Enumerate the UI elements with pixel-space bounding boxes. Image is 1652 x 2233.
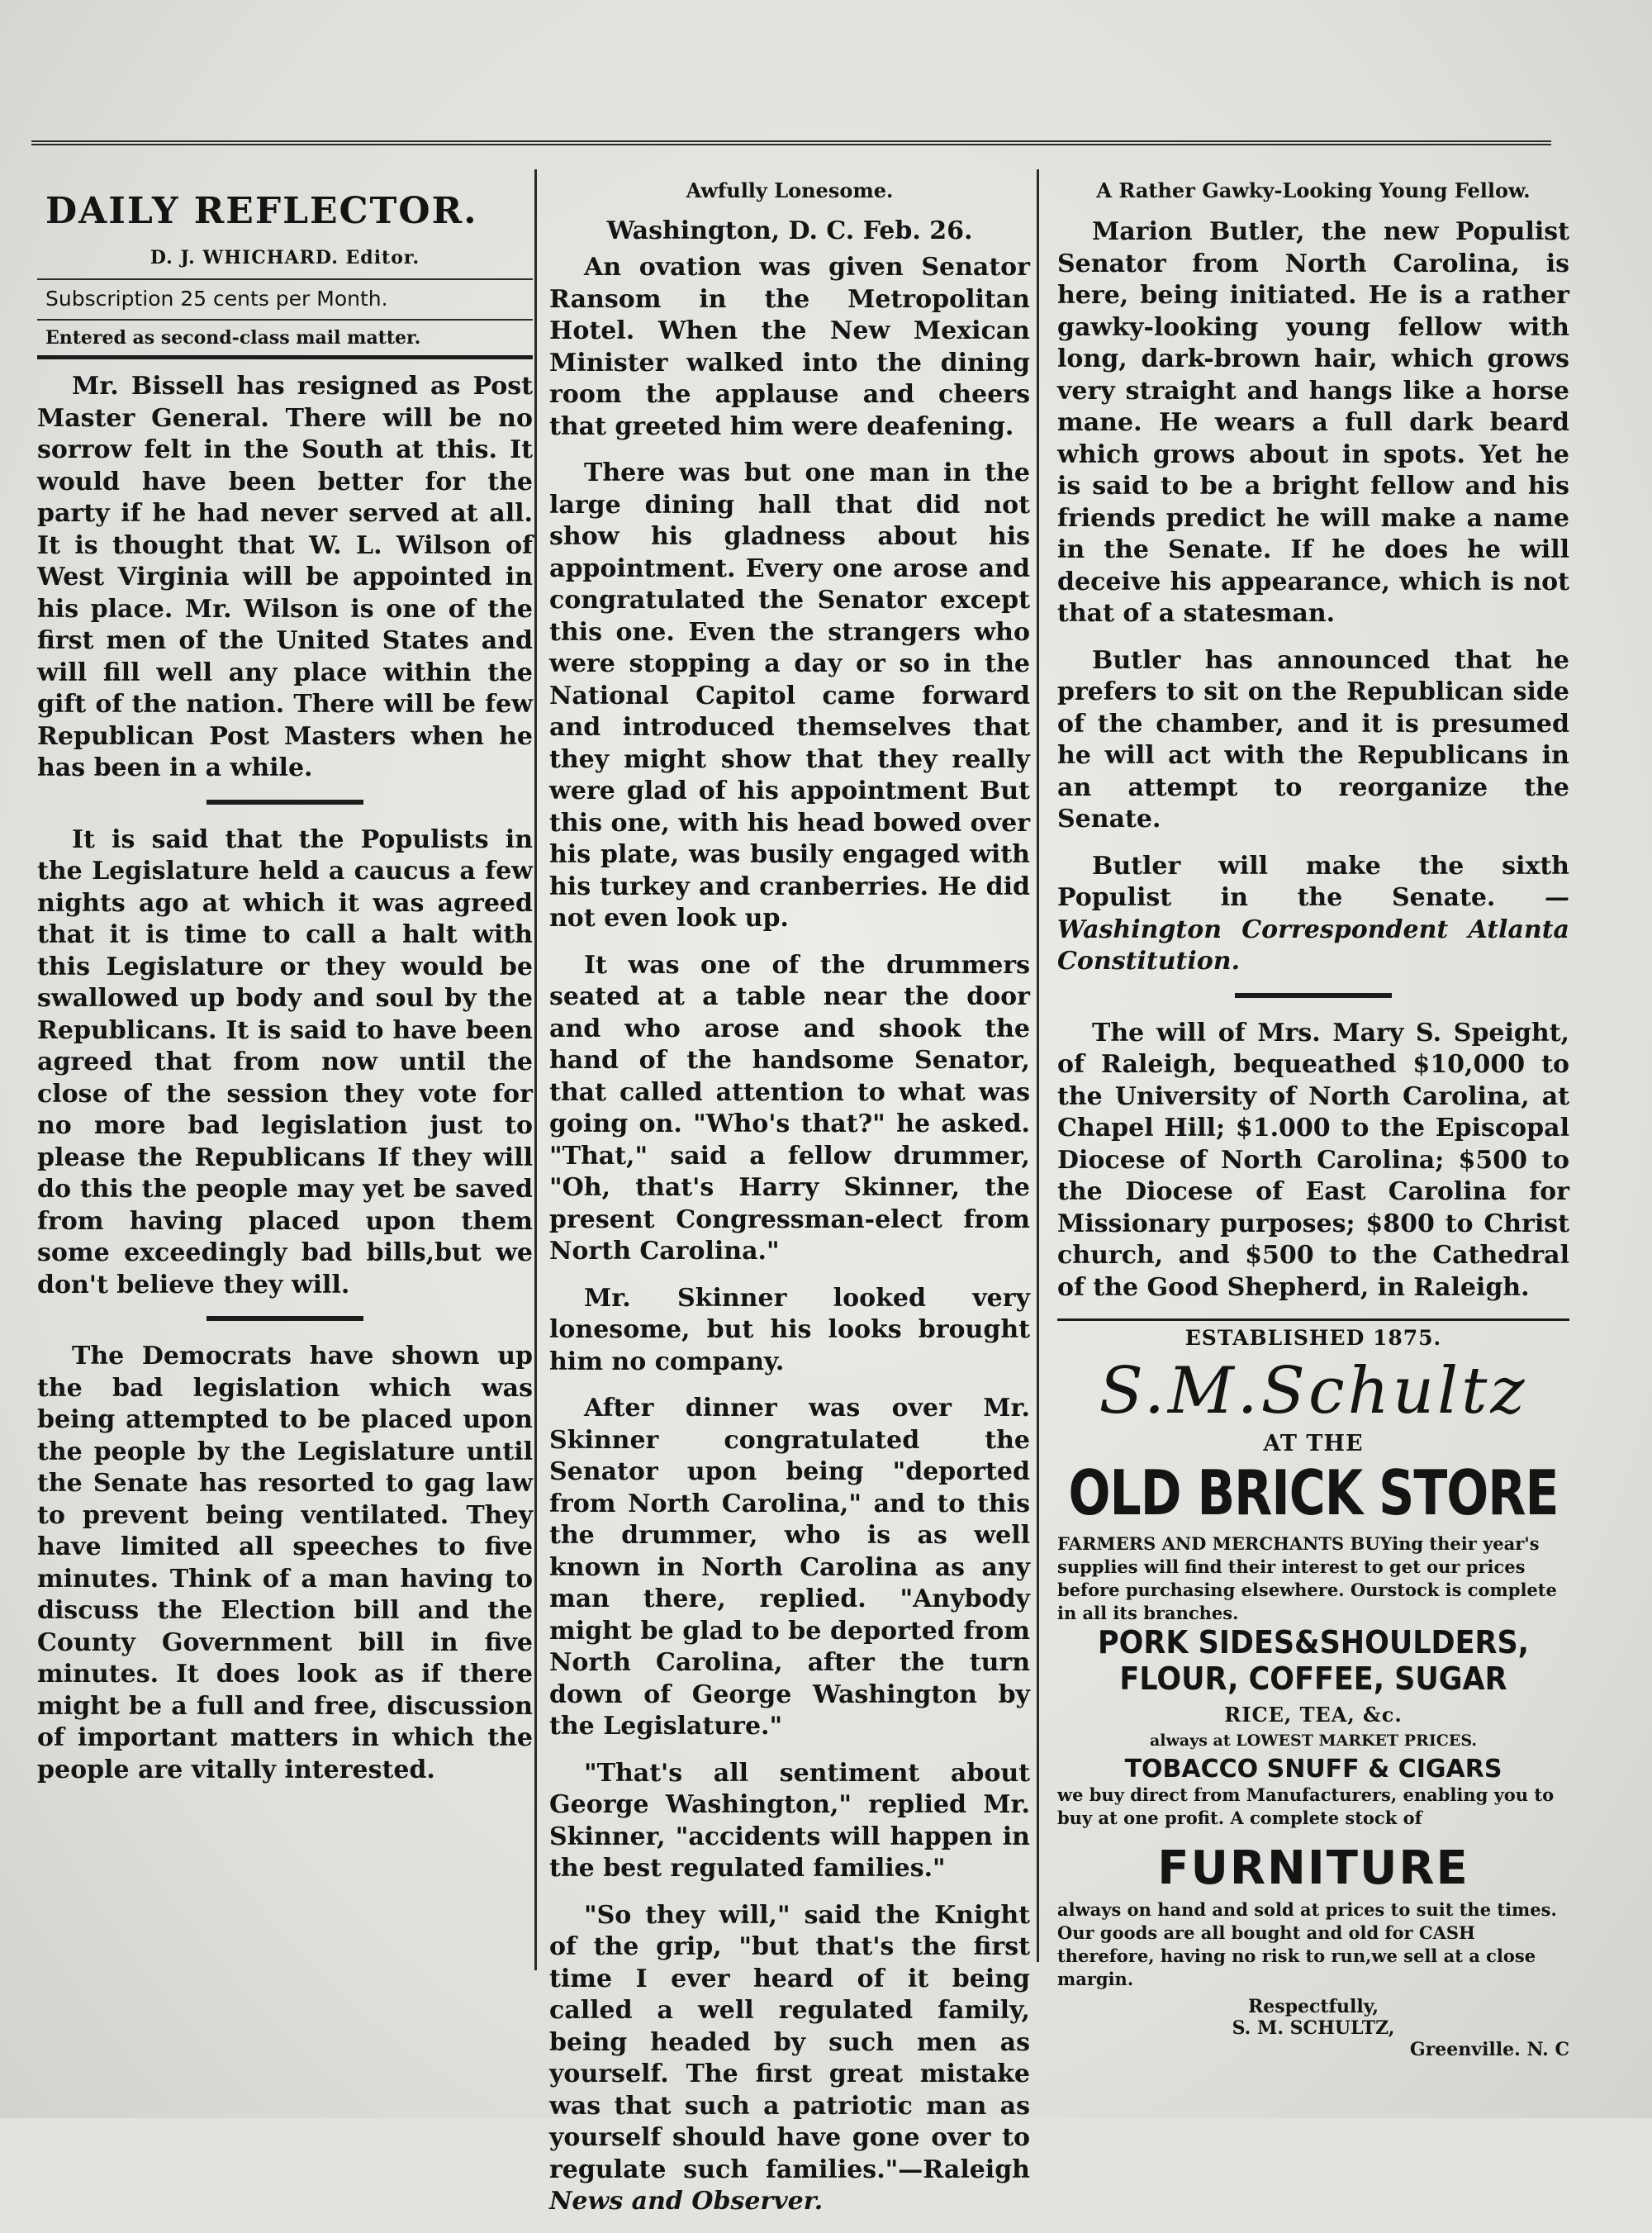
column-1 [37, 173, 533, 1801]
article-text: Butler will make the sixth Populist in the Senate. [1057, 851, 1569, 912]
article-source: —Washington Correspondent Atlanta Constitution. [1057, 883, 1569, 976]
column-2 [549, 173, 1030, 2233]
top-double-rule [31, 140, 1551, 145]
article-paragraph: Mr. Skinner looked very lonesome, but his looks brought him no company. [549, 1283, 1030, 1376]
article-speight-will: The will of Mrs. Mary S. Speight, of Raleigh, bequeathed $10,000 to the University of North Carolina, at Chapel Hill; $1.000 to the Episcopal Diocese of North Carolina; $500 to the Diocese of East Carolina for Missionary purposes; $800 to Christ church, and $500 to the Cathedral of the Good Shepherd, in Raleigh. [1057, 1018, 1569, 1302]
ad-at-the: AT THE [1263, 1431, 1364, 1456]
ad-store-name: OLD BRICK STORE [1068, 1457, 1559, 1530]
article-paragraph: Marion Butler, the new Populist Senator from North Carolina, is here, being initiated. He is a rather gawky-looking young fellow with long, dark-brown hair, which grows very straight and hangs like a horse mane. He wears a full dark beard which grows about in spots. Yet he is said to be a bright fellow and his friends predict he will make a name in the Senate. If he does he will deceive his appearance, which is not that of a statesman. [1057, 217, 1569, 628]
article-paragraph-final [549, 1900, 1030, 2218]
editor-line: D. J. WHICHARD. Editor. [150, 247, 420, 268]
entered-line: Entered as second-class mail matter. [45, 327, 421, 349]
ad-always-hand-text: always on hand and sold at prices to suit the times. Our goods are all bought and old for CASH therefore, having no risk to run,we sell at a close margin. [1057, 1899, 1557, 1989]
ad-place: Greenville. N. C [1409, 2039, 1569, 2060]
ad-respectfully: Respectfully, [1247, 1996, 1379, 2017]
ad-pork-line: PORK SIDES&SHOULDERS, [1098, 1625, 1529, 1661]
separator-rule [206, 800, 363, 805]
ad-flour-line: FLOUR, COFFEE, SUGAR [1119, 1661, 1507, 1698]
separator-rule [1235, 993, 1392, 998]
ad-rice-line: RICE, TEA, &c. [1224, 1703, 1403, 1727]
article-paragraph: After dinner was over Mr. Skinner congratulated the Senator upon being "deported from North Carolina," and to this the drummer, who is as well known in North Carolina as any man there, replied. "Anybody might be glad to be deported from North Carolina, after the turn down of George Washington by the Legislature." [549, 1394, 1030, 1741]
ad-established: ESTABLISHED 1875. [1184, 1326, 1442, 1350]
column-3 [1057, 173, 1569, 2060]
masthead-title: DAILY REFLECTOR. [45, 190, 478, 232]
masthead-bottom-rule [37, 355, 533, 359]
article-paragraph: There was but one man in the large dining hall that did not show his gladness about his appointment. Every one arose and congratulated the Senator except this one. Even the strangers who were stopping a day or so in the National Capitol came forward and introduced themselves that they might show that they really were glad of his appointment But this one, with his head bowed over his plate, was busily engaged with his turkey and cranberries. He did not even look up. [549, 458, 1030, 933]
article-paragraph: Butler has announced that he prefers to sit on the Republican side of the chamber, and it is presumed he will act with the Republicans in an attempt to reorganize the Senate. [1057, 645, 1569, 834]
dateline: Washington, D. C. Feb. 26. [606, 216, 973, 245]
article-paragraph: An ovation was given Senator Ransom in the Metropolitan Hotel. When the New Mexican Minister walked into the dining room the applause and cheers that greeted him were deafening. [549, 253, 1030, 441]
article-bissell: Mr. Bissell has resigned as Post Master General. There will be no sorrow felt in the South at this. It would have been better for the party if he had never served at all. It is thought that W. L. Wilson of West Virginia will be appointed in his place. Mr. Wilson is one of the first men of the United States and will fill well any place within the gift of the nation. There will be few Republican Post Masters when he has been in a while. [37, 372, 533, 782]
ad-furniture: FURNITURE [1157, 1841, 1469, 1895]
ad-top-rule [1057, 1318, 1569, 1321]
schultz-advertisement [1057, 1326, 1569, 2060]
ad-lowest-prices: always at LOWEST MARKET PRICES. [1150, 1732, 1477, 1750]
article-heading-butler: A Rather Gawky-Looking Young Fellow. [1096, 178, 1531, 202]
article-populists: It is said that the Populists in the Legislature held a caucus a few nights ago at which it was agreed that it is time to call a halt with this Legislature or they would be swallowed up body and soul by the Republicans. It is said to have been agreed that from now until the close of the session they vote for no more bad legislation just to please the Republicans If they will do this the people may yet be saved from having placed upon them some exceedingly bad bills,but we don't believe they will. [37, 824, 533, 1299]
column-rule-1 [534, 169, 537, 1970]
article-text: "So they will," said the Knight of the grip, "but that's the first time I ever heard of it being called a well regulated family, being headed by such men as yourself. The first great mistake was that such a patriotic man as yourself should have gone over to regulate such families."—Raleigh [549, 1900, 1030, 2184]
article-heading-lonesome: Awfully Lonesome. [686, 178, 894, 202]
ad-tobacco-line: TOBACCO SNUFF & CIGARS [1124, 1755, 1502, 1784]
article-paragraph: "That's all sentiment about George Washington," replied Mr. Skinner, "accidents will happen in the best regulated families." [549, 1758, 1030, 1883]
separator-rule [206, 1316, 363, 1321]
article-democrats: The Democrats have shown up the bad legislation which was being attempted to be placed upon the people by the Legislature until the Senate has resorted to gag law to prevent being ventilated. They have limited all speeches to five minutes. Think of a man having to discuss the Election bill and the County Government bill in five minutes. It does look as if there might be a full and free, discussion of important matters in which the people are vitally interested. [37, 1342, 533, 1784]
article-paragraph: It was one of the drummers seated at a table near the door and who arose and shook the hand of the handsome Senator, that called attention to what was going on. "Who's that?" he asked. "That," said a fellow drummer, "Oh, that's Harry Skinner, the present Congressman-elect from North Carolina." [549, 950, 1030, 1266]
ad-signature: S. M. SCHULTZ, [1232, 2017, 1395, 2039]
article-paragraph-source [1057, 851, 1569, 978]
ad-merchant-name: S.M.Schultz [1099, 1354, 1528, 1428]
ad-farmers-text: FARMERS AND MERCHANTS BUYing their year's supplies will find their interest to get our prices before purchasing elsewhere. Ourstock is complete in all its branches. [1057, 1533, 1557, 1623]
subscription-line: Subscription 25 cents per Month. [45, 287, 388, 311]
article-source: News and Observer. [549, 2187, 824, 2216]
column-rule-2 [1037, 169, 1039, 1962]
ad-direct-text: we buy direct from Manufacturers, enabling you to buy at one profit. A complete stock of [1057, 1784, 1555, 1828]
